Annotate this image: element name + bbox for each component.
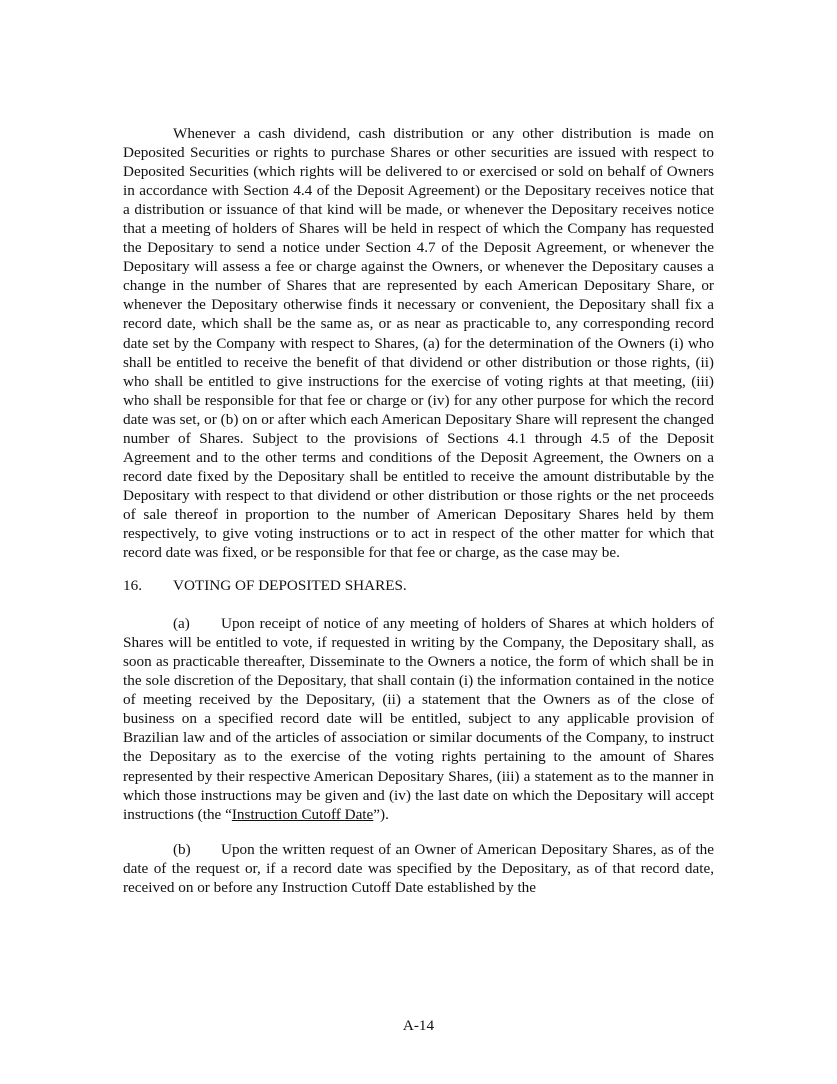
record-date-paragraph: Whenever a cash dividend, cash distribution or any other distribution is made on Deposited Securities or rights to purchase Shares or other securities are issued with respect to Deposited Securities (which rights will be delivered to or exercised or sold on behalf of Owners in accordance with Section 4.4 of the Deposit Agreement) or the Depositary receives notice that a distribution or issuance of that kind will be made, or whenever the Depositary receives notice that a meeting of holders of Shares will be held in respect of which the Company has requested the Depositary to send a notice under Section 4.7 of the Deposit Agreement, or whenever the Depositary will assess a fee or charge against the Owners, or whenever the Depositary causes a change in the number of Shares that are represented by each American Depositary Share, or whenever the Depositary otherwise finds it necessary or convenient, the Depositary shall fix a record date, which shall be the same as, or as near as practicable to, any corresponding record date set by the Company with respect to Shares, (a) for the determination of the Owners (i) who shall be entitled to receive the benefit of that dividend or other distribution or those rights, (ii) who shall be entitled to give instructions for the exercise of voting rights at that meeting, (iii) who shall be responsible for that fee or charge or (iv) for any other purpose for which the record date was set, or (b) on or after which each American Depositary Share will represent the changed number of Shares. Subject to the provisions of Sections 4.1 through 4.5 of the Deposit Agreement and to the other terms and conditions of the Deposit Agreement, the Owners on a record date fixed by the Depositary shall be entitled to receive the amount distributable by the Depositary with respect to that dividend or other distribution or those rights or the net proceeds of sale thereof in proportion to the number of American Depositary Shares held by them respectively, to give voting instructions or to act in respect of the other matter for which that record date was fixed, or be responsible for that fee or charge, as the case may be. xyxy=(123,125,714,562)
defined-term-instruction-cutoff-date: Instruction Cutoff Date xyxy=(231,805,374,823)
document-body xyxy=(123,124,714,897)
subsection-a-label: (a) xyxy=(173,615,190,633)
section-heading xyxy=(123,576,714,595)
section-title: VOTING OF DEPOSITED SHARES. xyxy=(173,577,407,595)
subsection-b-label: (b) xyxy=(173,840,191,858)
section-number: 16. xyxy=(123,577,142,595)
subsection-a xyxy=(123,614,714,824)
page-number: A-14 xyxy=(402,1017,435,1034)
subsection-b-text: Upon the written request of an Owner of American Depositary Shares, as of the date of the request or, if a record date was specified by the Depositary, as of that record date, received on or before any Instruction Cutoff Date established by the xyxy=(123,840,714,896)
subsection-a-text-end: ”). xyxy=(373,805,389,823)
subsection-a-text: Upon receipt of notice of any meeting of holders of Shares at which holders of Shares will be entitled to vote, if requested in writing by the Company, the Depositary shall, as soon as practicable thereafter, Disseminate to the Owners a notice, the form of which shall be in the sole discretion of the Depositary, that shall contain (i) the information contained in the notice of meeting received by the Depositary, (ii) a statement that the Owners as of the close of business on a specified record date will be entitled, subject to any applicable provision of Brazilian law and of the articles of association or similar documents of the Company, to instruct the Depositary as to the exercise of the voting rights pertaining to the amount of Shares represented by their respective American Depositary Shares, (iii) a statement as to the manner in which those instructions may be given and (iv) the last date on which the Depositary will accept instructions (the “ xyxy=(123,615,714,823)
subsection-b xyxy=(123,840,714,897)
